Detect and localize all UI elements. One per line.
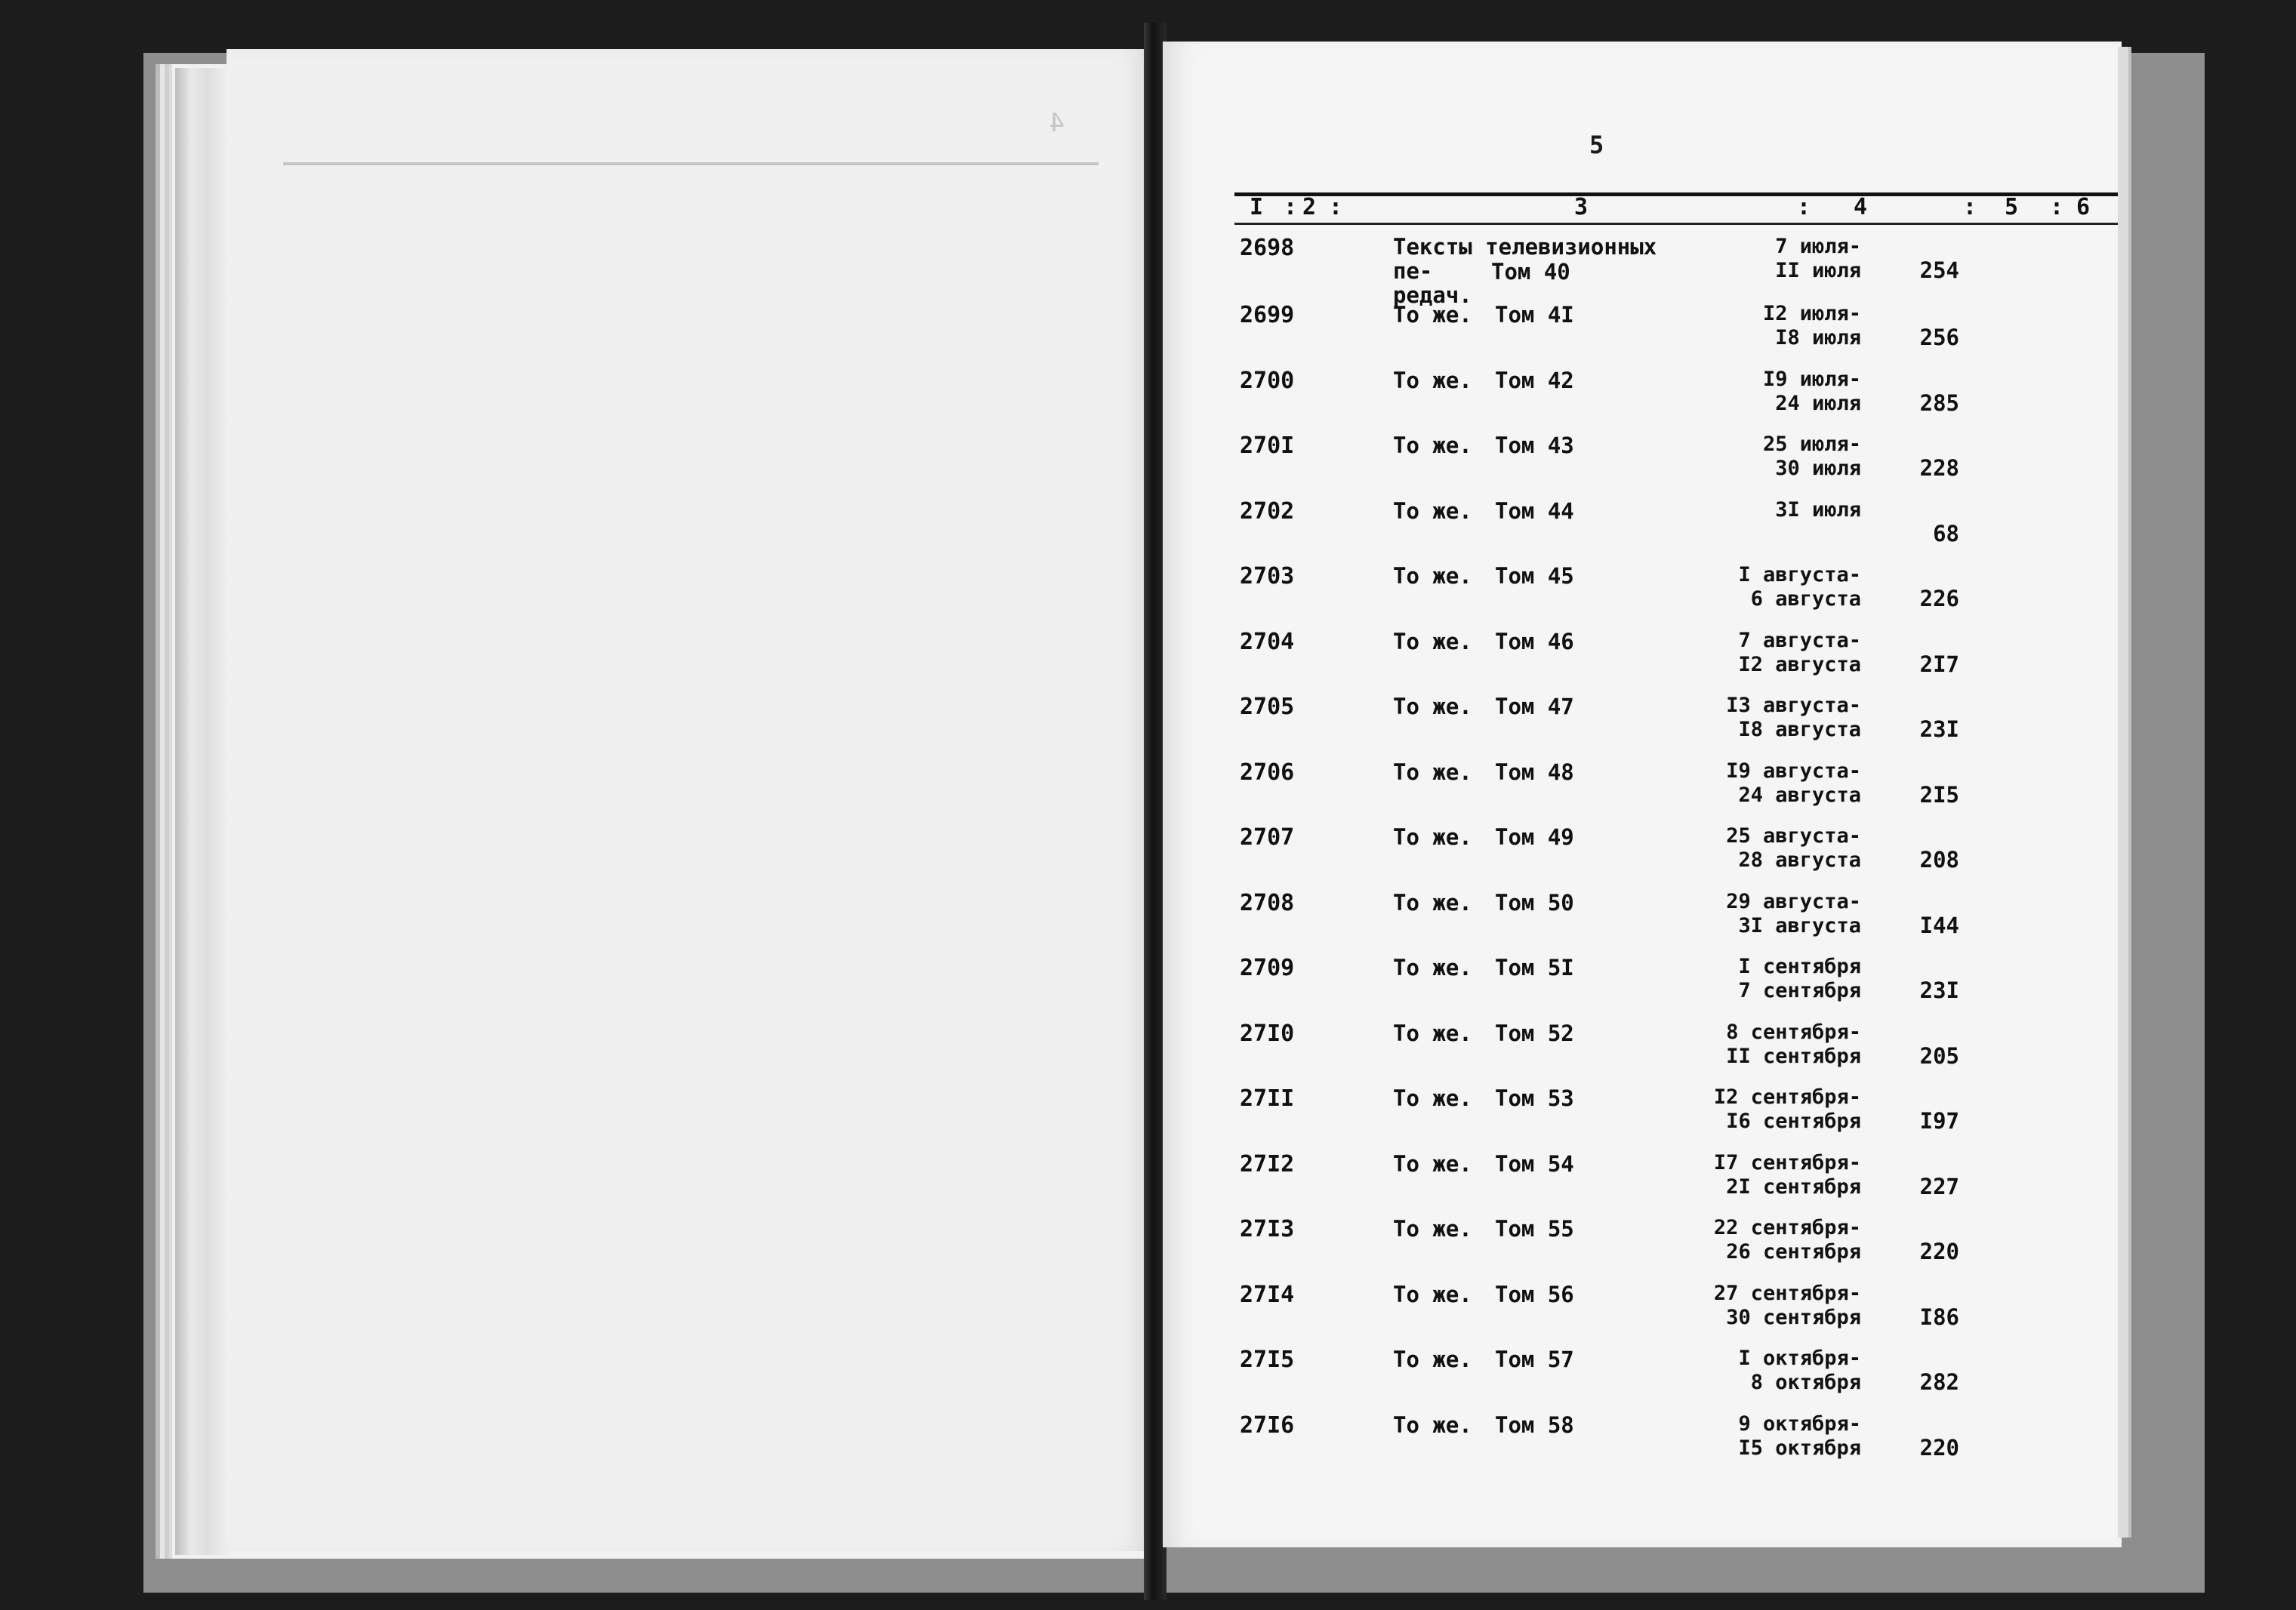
- row-title: То же.: [1393, 1085, 1472, 1111]
- row-number: 27II: [1240, 1085, 1295, 1112]
- row-title: То же.: [1393, 889, 1472, 916]
- table-row: [1163, 1347, 2122, 1407]
- row-volume: Том 49: [1495, 824, 1574, 850]
- row-dates: [1710, 759, 1861, 808]
- header-separator: :: [1797, 194, 1811, 220]
- left-page-number: 4: [1049, 108, 1065, 138]
- row-date-to: 8 октября: [1750, 1371, 1861, 1394]
- row-number: 27I3: [1240, 1216, 1295, 1242]
- row-title: То же.: [1393, 302, 1472, 328]
- row-title: То же.: [1393, 1020, 1472, 1046]
- row-date-from: I9 июля-: [1762, 367, 1861, 391]
- row-title: То же.: [1393, 433, 1472, 458]
- ghost-header-rule: [283, 162, 1099, 165]
- row-count: I86: [1919, 1304, 1959, 1330]
- row-date-to: 30 сентября: [1726, 1305, 1861, 1329]
- table-row: [1163, 563, 2122, 623]
- header-rule-top: [1234, 192, 2129, 196]
- row-dates: [1710, 368, 1861, 416]
- row-count: 282: [1919, 1369, 1959, 1395]
- row-dates: [1710, 235, 1861, 283]
- table-row: [1163, 498, 2122, 559]
- row-dates: [1710, 890, 1861, 938]
- row-dates: [1710, 302, 1861, 350]
- row-title: То же.: [1393, 563, 1472, 589]
- table-row: [1163, 1282, 2122, 1342]
- row-dates: [1710, 498, 1861, 522]
- row-count: 68: [1933, 520, 1959, 546]
- row-count: 220: [1919, 1239, 1959, 1264]
- row-date-to: I8 августа: [1738, 718, 1861, 741]
- row-date-from: I2 июля-: [1762, 302, 1861, 325]
- row-date-from: 9 октября-: [1738, 1411, 1861, 1436]
- row-date-to: 6 августа: [1750, 587, 1861, 611]
- row-date-from: I7 сентября-: [1713, 1150, 1861, 1174]
- row-dates: [1710, 563, 1861, 611]
- row-date-from: I9 августа-: [1726, 759, 1861, 783]
- row-volume: Том 52: [1495, 1020, 1574, 1046]
- row-dates: [1710, 1282, 1861, 1330]
- row-title: То же.: [1393, 694, 1472, 719]
- row-date-from: 25 июля-: [1762, 433, 1861, 456]
- row-dates: [1710, 1347, 1861, 1395]
- row-date-to: I6 сентября: [1726, 1110, 1861, 1133]
- row-title: То же.: [1393, 824, 1472, 850]
- row-count: 208: [1919, 847, 1959, 873]
- row-count: 228: [1919, 455, 1959, 481]
- row-count: 2I5: [1919, 781, 1959, 808]
- table-header: [1234, 176, 2129, 221]
- row-date-to: 28 августа: [1738, 848, 1861, 872]
- table-row: [1163, 890, 2122, 950]
- row-date-to: 24 июля: [1775, 391, 1861, 415]
- header-col-5: 5: [2005, 194, 2019, 220]
- table-row: [1163, 433, 2122, 493]
- row-title-line-2: редач.: [1393, 282, 1472, 308]
- row-dates: [1710, 694, 1861, 742]
- row-number: 2703: [1240, 563, 1295, 590]
- table-row: [1163, 955, 2122, 1015]
- right-page: [1163, 42, 2122, 1547]
- row-count: 285: [1919, 389, 1959, 416]
- header-separator: :: [1284, 194, 1298, 220]
- row-number: 2702: [1240, 497, 1295, 525]
- row-dates: [1710, 955, 1861, 1003]
- row-date-from: 7 июля-: [1775, 235, 1861, 258]
- row-date-from: 8 сентября-: [1726, 1020, 1861, 1044]
- row-dates: [1710, 1216, 1861, 1264]
- row-date-to: 3I августа: [1738, 913, 1861, 937]
- row-title: То же.: [1393, 1281, 1472, 1307]
- row-number: 2705: [1240, 694, 1295, 720]
- row-title: То же.: [1393, 497, 1472, 524]
- table-row: [1163, 694, 2122, 754]
- header-col-1: I: [1250, 194, 1264, 220]
- row-volume: Том 55: [1495, 1216, 1574, 1242]
- header-separator: :: [2050, 194, 2064, 220]
- row-number: 2707: [1240, 824, 1295, 851]
- row-count: 256: [1919, 325, 1959, 350]
- row-number: 2698: [1240, 235, 1295, 261]
- row-volume: Том 42: [1495, 367, 1574, 393]
- row-count: 254: [1919, 257, 1959, 283]
- row-date-to: 26 сентября: [1726, 1240, 1861, 1264]
- row-volume: Том 56: [1495, 1281, 1574, 1307]
- row-date-from: 22 сентября-: [1713, 1216, 1861, 1239]
- row-date-to: 2I сентября: [1726, 1174, 1861, 1199]
- row-date-from: I2 сентября-: [1713, 1085, 1861, 1109]
- row-date-from: I сентября: [1738, 955, 1861, 978]
- table-row: [1163, 368, 2122, 428]
- row-volume: Том 40: [1491, 259, 1570, 285]
- page-edges: [175, 68, 228, 1555]
- row-date-from: 25 августа-: [1726, 824, 1861, 848]
- row-title: То же.: [1393, 628, 1472, 654]
- header-rule-bottom: [1234, 223, 2129, 225]
- header-col-2: 2: [1302, 194, 1317, 220]
- row-date-to: I8 июля: [1775, 326, 1861, 349]
- table-row: [1163, 824, 2122, 885]
- row-dates: [1710, 1412, 1861, 1461]
- row-title-line-1: Тексты телевизионных пе-: [1393, 234, 1657, 284]
- row-count: 220: [1919, 1434, 1959, 1461]
- row-title: То же.: [1393, 1347, 1472, 1372]
- row-number: 270I: [1240, 433, 1295, 459]
- row-volume: Том 4I: [1495, 302, 1574, 328]
- row-dates: [1710, 824, 1861, 873]
- row-number: 2706: [1240, 759, 1295, 786]
- table-row: [1163, 1216, 2122, 1276]
- row-title: То же.: [1393, 759, 1472, 785]
- row-number: 27I4: [1240, 1281, 1295, 1308]
- row-count: 2I7: [1919, 651, 1959, 677]
- table-row: [1163, 1412, 2122, 1473]
- row-date-from: 27 сентября-: [1713, 1281, 1861, 1305]
- table-row: [1163, 302, 2122, 362]
- table-row: [1163, 629, 2122, 689]
- row-number: 27I2: [1240, 1150, 1295, 1177]
- row-volume: Том 48: [1495, 759, 1574, 785]
- row-volume: Том 57: [1495, 1347, 1574, 1372]
- row-number: 2709: [1240, 955, 1295, 981]
- row-date-to: II июля: [1775, 259, 1861, 282]
- table-row: [1163, 1020, 2122, 1081]
- row-title: То же.: [1393, 367, 1472, 393]
- header-separator: :: [1963, 194, 1977, 220]
- row-number: 2699: [1240, 302, 1295, 328]
- row-number: 2700: [1240, 367, 1295, 394]
- right-page-number: 5: [1589, 131, 1604, 159]
- row-date-from: I3 августа-: [1726, 694, 1861, 717]
- row-title: То же.: [1393, 955, 1472, 980]
- row-volume: Том 45: [1495, 563, 1574, 589]
- row-volume: Том 54: [1495, 1150, 1574, 1177]
- row-volume: Том 5I: [1495, 955, 1574, 980]
- row-count: 205: [1919, 1042, 1959, 1069]
- row-count: 227: [1919, 1173, 1959, 1199]
- row-volume: Том 58: [1495, 1411, 1574, 1438]
- table-row: [1163, 234, 2122, 308]
- row-date-from: I августа-: [1738, 563, 1861, 586]
- row-count: 23I: [1919, 716, 1959, 742]
- left-page: [227, 49, 1151, 1551]
- row-number: 27I5: [1240, 1347, 1295, 1373]
- row-date-from: 29 августа-: [1726, 889, 1861, 913]
- right-page-edge: [2118, 47, 2131, 1538]
- row-date-to: 7 сентября: [1738, 979, 1861, 1002]
- row-date-from: 7 августа-: [1738, 628, 1861, 652]
- row-number: 2708: [1240, 889, 1295, 916]
- row-date-to: II сентября: [1726, 1044, 1861, 1068]
- row-number: 27I0: [1240, 1020, 1295, 1047]
- row-volume: Том 53: [1495, 1085, 1574, 1111]
- row-volume: Том 46: [1495, 628, 1574, 654]
- row-dates: [1710, 1151, 1861, 1199]
- table-row: [1163, 759, 2122, 820]
- row-number: 2704: [1240, 628, 1295, 655]
- row-count: I97: [1919, 1108, 1959, 1134]
- header-separator: :: [1329, 194, 1343, 220]
- row-date-to: I5 октября: [1738, 1436, 1861, 1460]
- row-volume: Том 47: [1495, 694, 1574, 719]
- row-volume: Том 43: [1495, 433, 1574, 458]
- row-number: 27I6: [1240, 1411, 1295, 1439]
- row-volume: Том 44: [1495, 497, 1574, 524]
- row-title: То же.: [1393, 1411, 1472, 1438]
- row-date-to: 30 июля: [1775, 457, 1861, 480]
- bleed-through-text: [227, 49, 1151, 1551]
- table-row: [1163, 1151, 2122, 1211]
- row-date-to: 24 августа: [1738, 783, 1861, 807]
- header-col-4: 4: [1854, 194, 1868, 220]
- row-date-to: I2 августа: [1738, 652, 1861, 676]
- row-count: I44: [1919, 912, 1959, 938]
- row-count: 23I: [1919, 977, 1959, 1003]
- table-row: [1163, 1085, 2122, 1146]
- header-col-6: 6: [2076, 194, 2091, 220]
- row-title: То же.: [1393, 1216, 1472, 1242]
- row-date-from: I октября-: [1738, 1347, 1861, 1370]
- row-count: 226: [1919, 586, 1959, 611]
- row-date-from: 3I июля: [1775, 497, 1861, 522]
- row-title: То же.: [1393, 1150, 1472, 1177]
- row-dates: [1710, 1020, 1861, 1069]
- row-dates: [1710, 1085, 1861, 1134]
- row-dates: [1710, 629, 1861, 677]
- header-col-3: 3: [1574, 194, 1589, 220]
- row-volume: Том 50: [1495, 889, 1574, 916]
- row-dates: [1710, 433, 1861, 481]
